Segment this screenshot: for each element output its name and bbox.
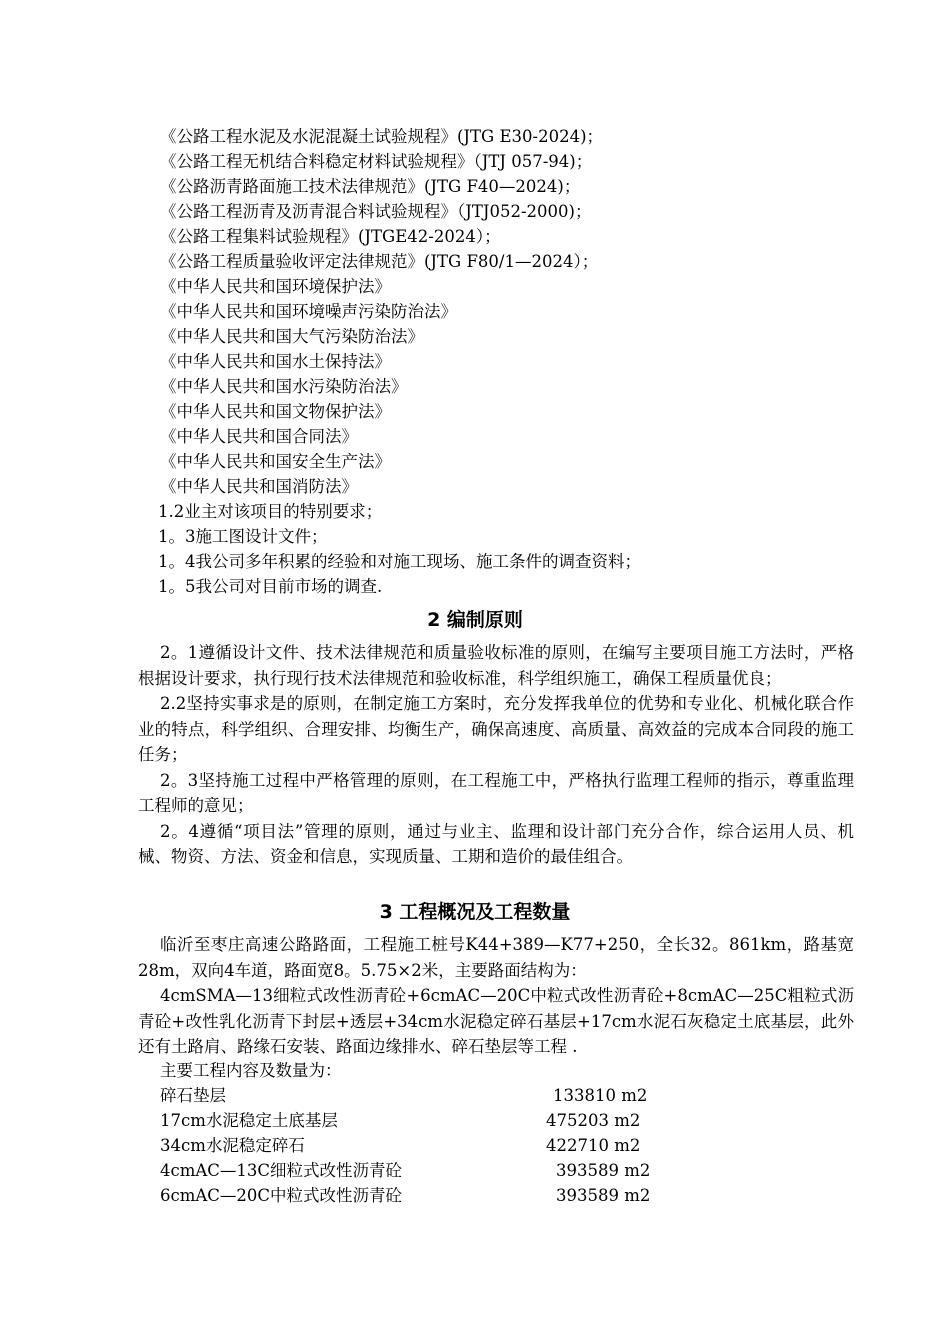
basis-item: 1。4我公司多年积累的经验和对施工现场、施工条件的调查资料； <box>158 552 641 571</box>
quantity-row <box>160 1133 720 1158</box>
reference-item: 《公路工程水泥及水泥混凝土试验规程》(JTG E30-2024)； <box>160 127 604 146</box>
basis-item: 1。5我公司对目前市场的调查. <box>158 577 383 596</box>
reference-item: 《公路沥青路面施工技术法律规范》(JTG F40—2024)； <box>160 177 581 196</box>
reference-item: 《中华人民共和国文物保护法》 <box>160 402 391 421</box>
principles-section <box>138 640 854 870</box>
basis-sub-items <box>158 499 878 599</box>
quantity-value: 133810 m2 <box>553 1086 648 1105</box>
principle-paragraph: 2。3坚持施工过程中严格管理的原则，在工程施工中，严格执行监理工程师的指示，尊重监理工程师的意见； <box>138 770 854 815</box>
reference-item: 《中华人民共和国水污染防治法》 <box>160 377 408 396</box>
reference-item: 《公路工程质量验收评定法律规范》(JTG F80/1—2024）； <box>160 252 599 271</box>
section-2-heading: 2 编制原则 <box>427 609 523 631</box>
reference-item: 《中华人民共和国合同法》 <box>160 427 358 446</box>
quantity-name: 6cmAC—20C中粒式改性沥青砼 <box>160 1186 403 1205</box>
overview-paragraph: 临沂至枣庄高速公路路面，工程施工桩号K44+389—K77+250，全长32。861km，路基宽28m，双向4车道，路面宽8。5.75×2米，主要路面结构为： <box>138 935 854 980</box>
reference-item: 《中华人民共和国安全生产法》 <box>160 452 391 471</box>
quantity-row <box>160 1158 720 1183</box>
reference-item: 《公路工程无机结合料稳定材料试验规程》（JTJ 057-94)； <box>160 152 593 171</box>
quantity-row <box>160 1083 720 1108</box>
quantity-name: 4cmAC—13C细粒式改性沥青砼 <box>160 1161 403 1180</box>
quantity-value: 393589 m2 <box>556 1161 651 1180</box>
structure-paragraph: 4cmSMA—13细粒式改性沥青砼+6cmAC—20C中粒式改性沥青砼+8cmAC—25C粗粒式沥青砼+改性乳化沥青下封层+透层+34cm水泥稳定碎石基层+17cm水泥石灰稳定土底基层，此外还有土路肩、路缘石安装、路面边缘排水、碎石垫层等工程 . <box>138 986 854 1056</box>
basis-item: 1.2业主对该项目的特别要求； <box>158 502 383 521</box>
quantity-name: 17cm水泥稳定土底基层 <box>160 1111 338 1130</box>
quantity-row <box>160 1108 720 1133</box>
quantity-table <box>160 1083 720 1208</box>
quantity-name: 34cm水泥稳定碎石 <box>160 1136 305 1155</box>
reference-item: 《中华人民共和国环境噪声污染防治法》 <box>160 302 457 321</box>
basis-item: 1。3施工图设计文件； <box>158 527 328 546</box>
principle-paragraph: 2。4遵循“项目法”管理的原则，通过与业主、监理和设计部门充分合作，综合运用人员、机械、物资、方法、资金和信息，实现质量、工期和造价的最佳组合。 <box>138 821 854 866</box>
overview-section <box>138 932 854 1060</box>
reference-item: 《公路工程集料试验规程》(JTGE42-2024）； <box>160 227 501 246</box>
quantity-name: 碎石垫层 <box>160 1086 226 1105</box>
quantity-value: 475203 m2 <box>546 1111 641 1130</box>
reference-item: 《中华人民共和国环境保护法》 <box>160 277 391 296</box>
reference-item: 《中华人民共和国水土保持法》 <box>160 352 391 371</box>
reference-item: 《公路工程沥青及沥青混合料试验规程》（JTJ052-2000)； <box>160 202 592 221</box>
quantity-intro: 主要工程内容及数量为： <box>160 1061 342 1080</box>
reference-item: 《中华人民共和国大气污染防治法》 <box>160 327 424 346</box>
principle-paragraph: 2。1遵循设计文件、技术法律规范和质量验收标准的原则，在编写主要项目施工方法时，严格根据设计要求，执行现行技术法律规范和验收标准，科学组织施工，确保工程质量优良； <box>138 643 854 688</box>
reference-item: 《中华人民共和国消防法》 <box>160 477 358 496</box>
principle-paragraph: 2.2坚持实事求是的原则，在制定施工方案时，充分发挥我单位的优势和专业化、机械化联合作业的特点，科学组织、合理安排、均衡生产，确保高速度、高质量、高效益的完成本合同段的施工任务； <box>138 694 854 764</box>
quantity-row <box>160 1183 720 1208</box>
quantity-value: 422710 m2 <box>546 1136 641 1155</box>
quantity-value: 393589 m2 <box>556 1186 651 1205</box>
section-3-heading: 3 工程概况及工程数量 <box>379 901 571 923</box>
reference-list <box>160 124 880 499</box>
